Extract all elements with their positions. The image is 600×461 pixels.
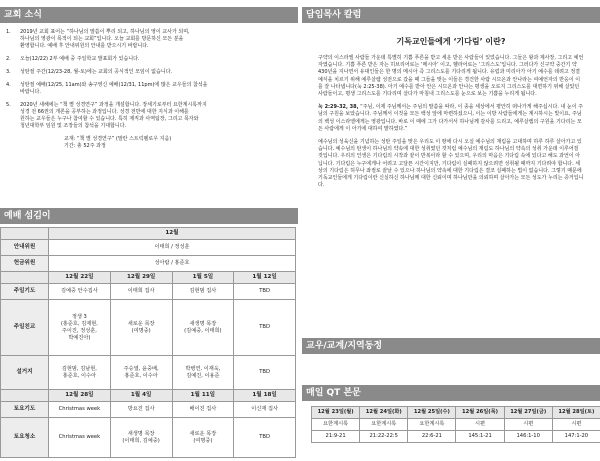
qt-date: 12월 24일(화) <box>360 407 408 419</box>
row-label-sunday-fellowship: 주일친교 <box>1 300 49 356</box>
table-cell: 김현범, 김남현, 홍준호, 이수아 <box>49 356 111 390</box>
qt-book: 요한계시록 <box>408 419 456 431</box>
list-item-text: 2019년 교회 표어는 “하나님의 말씀이 뿌리 되고, 하나님의 영이 교사가 되며, 하나님의 영광이 목적이 되는 교회”입니다. 오늘 교회를 방문하신 모든 분을 환영합니다. 예배 후 안내위원의 안내를 받으시기 바랍니다. <box>20 29 190 49</box>
helpers-table <box>0 227 296 458</box>
table-row <box>1 300 296 356</box>
qt-date: 12월 26일(목) <box>456 407 504 419</box>
qt-book: 시편 <box>552 419 600 431</box>
column-paragraph: 구약의 이스라엘 사람들 가운데 특별히 기쁨 푸른을 받고 세운 받은 사람들이 있었습니다. 그들은 왕과 제사장, 그리고 예언자였습니다. 기쁨 푸른 받은 자는 히브리어로는 ‘메시아’ 이고, 헬라어로는 ‘그리스도’입니다. 그러다가 신구약 중간기 약 430년을 지나면서 유대인들은 한 명의 메시아 즉 그리스도를 기다리게 됩니다. 유럽과 미리아가 아기 예수를 데려고 정결예식을 치르기 위해 예루살렘 성전으로 갔을 때 그들을 맞는 이들은 경건한 사람 시므온과 안나라는 여예언자의 반응이 이를 잘 나타냅니다(눅 2:25-38). 아기 예수를 받아 안은 시므온과 안나는 평생을 오로지 그리스도를 대면하기 위해 살았던 사람들이고, 평생 그리스도를 기다리며 살다가 마침내 그리스도를 눈으로 보는 기쁨을 누리게 됩니다. <box>318 55 584 98</box>
date-header: 1월 5일 <box>172 272 234 284</box>
list-item-text: 성탄절 주간(12/23-28, 월-토)에는 교회의 공식적인 모임이 없습니다. <box>20 69 173 75</box>
table-cell: 새생명 목장 (김예중, 이태희) <box>172 300 234 356</box>
list-item <box>6 69 290 76</box>
date-header: 12월 29일 <box>110 272 172 284</box>
local-news-panel <box>302 338 600 354</box>
table-cell: Christmas week <box>49 402 111 418</box>
qt-date: 12월 27일(금) <box>504 407 552 419</box>
table-row <box>1 390 296 402</box>
date-header: 12월 22일 <box>49 272 111 284</box>
qt-book: 시편 <box>504 419 552 431</box>
church-news-panel <box>0 7 298 150</box>
column-paragraph: 예수님의 성육신을 기념하는 성탄 주일을 맞은 우리도 이 땅에 다시 오실 예수님의 재림을 고대하며 하루 하루 살아가고 있습니다. 예수님의 탄생이 하나님의 약속에 대한 성취였던 것처럼 예수님의 재림도 하나님의 약속의 성취 가운데 이루어질 것입니다. 우리의 인생은 기다림의 시작과 끝이 반복이라 할 수 있으며, 우리의 마음은 기다림 속에 있다고 해도 과언이 아닙니다. 기다림은 누구에게나 어려고 고달픈 시간이지만, 기다림이 실패하지 않으려면 성취될 때까지 기다려야 합니다. 세상의 기다림은 허무나 좌절로 끝날 수 있으나 하나님의 약속에 대한 기다림은 결코 실패하는 법이 없습니다. 그렇기 때문에 기독교인들에게 기다림이란 신실하신 하나님께 대한 신뢰이며 하나님만을 의뢰하며 살아가는 모든 성도가 누리는 증거입니다. <box>318 139 584 189</box>
table-row <box>1 272 296 284</box>
row-label-sunday-prayer: 주일기도 <box>1 284 49 300</box>
table-row <box>312 419 600 431</box>
worship-helpers-title: 예배 섬김이 <box>0 208 298 224</box>
row-label-offering: 헌금위원 <box>1 256 49 272</box>
date-header: 1월 18일 <box>234 390 296 402</box>
table-row <box>1 418 296 458</box>
qt-verse: 145:1-21 <box>456 431 504 443</box>
qt-date: 12월 28일(토) <box>552 407 600 419</box>
table-cell <box>1 272 49 284</box>
table-cell: TBD <box>234 356 296 390</box>
table-cell: 박병연, 이재욱, 김예진, 이용준 <box>172 356 234 390</box>
table-row <box>1 402 296 418</box>
table-cell: TBD <box>234 418 296 458</box>
daily-qt-panel <box>302 385 600 443</box>
pastor-column-panel <box>302 7 600 195</box>
row-label-saturday-prayer: 토요기도 <box>1 402 49 418</box>
ushers-value: 이태희 / 정성훈 <box>49 240 296 256</box>
row-label-saturday-cleaning: 토요청소 <box>1 418 49 458</box>
table-cell: Christmas week <box>49 418 111 458</box>
table-cell: 김예중 안수집사 <box>49 284 111 300</box>
table-cell: 새로운 목장 (여명중) <box>172 418 234 458</box>
table-row <box>1 356 296 390</box>
column-heading: 기독교인들에게 ‘기다림’ 이란? <box>396 37 506 46</box>
date-header: 12월 28일 <box>49 390 111 402</box>
table-cell: 방요진 집사 <box>110 402 172 418</box>
list-item-text: 오늘(12/22) 2부 예배 중 주일학교 발표회가 있습니다. <box>20 56 140 62</box>
list-item-number: 3. <box>6 69 11 75</box>
worship-helpers-panel <box>0 208 298 458</box>
pastor-column-title: 담임목사 칼럼 <box>302 7 600 23</box>
table-cell: 이태희 집사 <box>110 284 172 300</box>
qt-verse: 146:1-10 <box>504 431 552 443</box>
table-cell: 정생 3 (홍준호, 김재현, 주이진, 정성훈, 박예진아) <box>49 300 111 356</box>
list-item <box>6 102 290 130</box>
list-item-number: 1. <box>6 29 11 35</box>
list-item-number: 2. <box>6 56 11 62</box>
church-news-title: 교회 소식 <box>0 7 298 23</box>
qt-book: 시편 <box>456 419 504 431</box>
table-cell: 새생명 목장 (이태희, 김예중) <box>110 418 172 458</box>
list-item <box>6 82 290 96</box>
qt-verse: 21:22-22:5 <box>360 431 408 443</box>
date-header: 1월 12일 <box>234 272 296 284</box>
table-cell <box>1 390 49 402</box>
qt-verse: 21:9-21 <box>312 431 360 443</box>
list-item-text: 2020년 새해에는 “책 별 성경연구” 과정을 개설합니다. 장세기로부터 요한계시록까지 성경 전 66권의 개론을 공부하는 과정입니다. 성경 전반에 대한 지식과 이해를 원하는 교우들은 누구나 참여할 수 있습니다. 특히 제직과 사역팀장, 그리고 목자와 청년대학부 임원 및 조장들의 참석을 기대합니다. <box>20 102 207 129</box>
table-cell <box>1 228 49 240</box>
table-row <box>312 431 600 443</box>
list-item-text: 성탄절 예배(12/25, 11am)와 송구영신 예배(12/31, 11pm)에 많은 교우들의 참석을 바랍니다. <box>20 82 208 95</box>
month-header: 12월 <box>49 228 296 240</box>
table-cell: TBD <box>234 284 296 300</box>
table-cell: TBD <box>234 300 296 356</box>
daily-qt-title: 매일 QT 본문 <box>302 385 600 401</box>
qt-verse: 22:6-21 <box>408 431 456 443</box>
row-label-dishwashing: 설거지 <box>1 356 49 390</box>
qt-table <box>311 406 600 443</box>
row-label-ushers: 안내위원 <box>1 240 49 256</box>
list-item-number: 5. <box>6 102 11 108</box>
study-course-note: 교재: “책 별 성경연구” (말란 스트릭펠로우 지음) 기간: 총 52주 과정 <box>64 136 172 149</box>
qt-book: 요한계시록 <box>360 419 408 431</box>
table-row <box>1 284 296 300</box>
list-item <box>6 29 290 50</box>
list-item <box>6 56 290 63</box>
table-cell: 배이진 집사 <box>172 402 234 418</box>
table-cell: 이신재 집사 <box>234 402 296 418</box>
table-row <box>312 407 600 419</box>
qt-date: 12월 23일(월) <box>312 407 360 419</box>
table-row <box>1 256 296 272</box>
table-cell: 주승열, 윤중배, 홍준호, 이수아 <box>110 356 172 390</box>
church-news-list <box>0 23 298 130</box>
table-row <box>1 240 296 256</box>
table-row <box>1 228 296 240</box>
table-cell: 김현범 집사 <box>172 284 234 300</box>
column-scripture-paragraph <box>302 104 600 133</box>
table-cell: 새로운 목장 (여명중) <box>110 300 172 356</box>
scripture-text: “주님, 이제 주님께서는 주님의 말씀을 따라, 이 종을 세상에서 평안히 떠나가게 해주십시다. 내 눈이 주님의 구원을 보았습니다. 주님께서 이것을 모든 백성 앞에 마련하셨으니, 이는 이방 사람들에게는 계시하시는 빛이요, 주님의 백성 이스라엘에게는 영광입니다. 바로 이 때에 그가 다가서서 하나님께 감사를 드리고, 예루살렘의 구원을 기다리는 모든 사람에게 이 아기에 대하여 말하였다.” <box>318 104 583 132</box>
qt-book: 요한계시록 <box>312 419 360 431</box>
scripture-reference: 눅 2:29-32, 38, <box>318 104 359 111</box>
date-header: 1월 11일 <box>172 390 234 402</box>
local-news-title: 교우/교계/지역동정 <box>302 338 600 354</box>
list-item-number: 4. <box>6 82 11 88</box>
qt-date: 12월 25일(수) <box>408 407 456 419</box>
date-header: 1월 4일 <box>110 390 172 402</box>
qt-verse: 147:1-20 <box>552 431 600 443</box>
offering-value: 성아람 / 홍준호 <box>49 256 296 272</box>
